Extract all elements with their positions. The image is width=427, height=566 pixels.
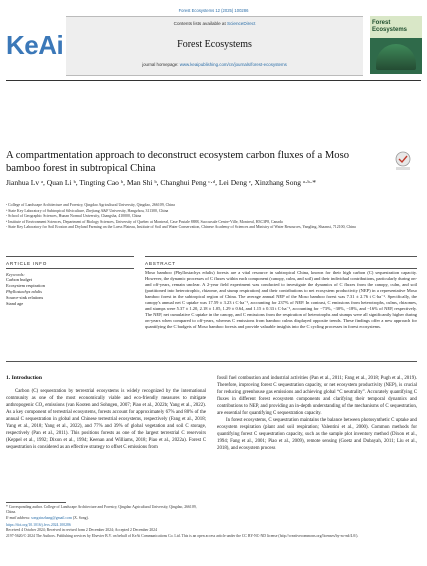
masthead — [6, 16, 421, 74]
email-label: E-mail address: — [6, 515, 32, 520]
email-line — [6, 516, 206, 521]
abstract-end-rule — [6, 361, 417, 362]
corresponding-author-note: * Corresponding author. College of Landscape Architecture and Forestry, Qingdao Agricultural University, Qingdao, 266109, China. — [6, 505, 197, 515]
footnote-rule — [6, 502, 66, 503]
affiliation-e: ᵉ State Key Laboratory for Soil Erosion and Dryland Farming on the Loess Plateau, Institute of Soil and Water Conservation, Chinese Academy of Sciences and Ministry of Water Resources, Yangling, Shaanxi, 712100, China — [6, 225, 356, 230]
intro-paragraph: fossil fuel combustion and industrial activities (Pan et al., 2011; Fang et al., 2018; Pugh et al., 2019). Therefore, improving forest C sequestration capacity, or net ecosystem productivity (NEP), is crucial for reducing greenhouse gas emissions and achieving global “C neutrality”. Accurately quantifying C fluxes in different forest ecosystem components and clarifying their temporal dynamics and contributions to NEP, and providing an in-depth understanding of the mechanisms of C sequestration, are essential for quantifying C sequestration capacity. — [217, 376, 417, 417]
check-updates-badge[interactable] — [392, 150, 414, 172]
abstract-subrule — [145, 268, 417, 269]
abstract-heading: ABSTRACT — [145, 261, 176, 266]
affiliation-d: ᵈ Institute of Environment Sciences, Department of Biology Sciences, University of Quebec at Montreal, Case Postale 8888, Succursale Centre-Ville, Montreal, H3C3P8, Canada — [6, 219, 283, 224]
abstract-text: Moso bamboo (Phyllostachys edulis) forests are a vital resource in subtropical China, known for their high carbon (C) sequestration capacity. However, the dynamic processes of C fluxes within each component (canopy, culm, and soil) and their individual contributions, particularly during on- and off-years, remain unclear. A 2-year field experiment was conducted to investigate the dynamics of C fluxes from the canopy, culm, and soil (partitioned into heterotrophic, rhizome, and stump respiration) and their contributions to net ecosystem productivity (NEP) in a representative Moso bamboo forest in the subtropical region of China. The average annual NEP of the Moso bamboo forest was 7.31 ± 2.76 t C·ha⁻¹. Specifically, the canopy's annual net C uptake was 17.59 ± 3.23 t C·ha⁻¹, accounting for 237% of NEP. In contrast, C emissions from heterotrophs, culms, rhizomes, and stumps were 5.37 ± 1.20, 2.18 ± 1.05, 1.29 ± 0.64, and 1.15 ± 0.33 t C·ha⁻¹, accounting for −73%, −30%, −18%, and −16% of NEP, respectively. The NEP, net cumulative C uptake in the canopy, and C emissions from the respiration of heterotrophs and stumps were all significantly higher during on-years when compared to off-years, whereas C emissions from bamboo culms displayed opposite trends. These findings offer a new approach for quantifying the C budgets of Moso bamboo forests and provide valuable insights into the C cycling processes in forest ecosystems. — [145, 270, 417, 330]
intro-paragraph: In forest ecosystems, C sequestration maintains the balance between photosynthetic C uptake and ecosystem respiration (plant and soil respiration; Valentini et al., 2000). Common methods for quantifying forest C sequestration capacity, such as the sample plot inventory method (Dixon et al., 1994; Fang et al., 2001; Piao et al., 2009), remote sensing (Goetz and Dubayah, 2011; Liu et al., 2018), and ecosystem process — [217, 418, 417, 452]
article-info-subrule — [6, 268, 134, 269]
cover-tree-image — [376, 44, 416, 70]
received-dates: Received 4 October 2024; Received in revised form 2 December 2024; Accepted 2 December 2024 — [6, 528, 157, 533]
footnotes — [6, 505, 206, 521]
license-text: 2197-5620/© 2024 The Authors. Publishing services by Elsevier B.V. on behalf of KeAi Communications Co. Ltd. This is an open access article under the CC BY-NC-ND license (http://creativecommons.org/licenses/by-nc-nd/4.0/). — [6, 533, 359, 538]
affiliation-b: ᵇ State Key Laboratory of Subtropical Silviculture, Zhejiang A&F University, Hangzhou, 311300, China — [6, 208, 169, 213]
affiliation-a: ᵃ College of Landscape Architecture and Forestry, Qingdao Agricultural University, Qingdao, 266109, China — [6, 203, 175, 207]
intro-left-column — [6, 375, 206, 451]
keyword-item: Carbon budget — [6, 277, 32, 282]
abstract-rule — [145, 256, 417, 257]
journal-reference[interactable]: Forest Ecosystems 12 (2025) 100286 — [178, 8, 249, 13]
intro-paragraph: Carbon (C) sequestration by terrestrial ecosystems is widely recognized by the international community as one of the most economically viable and eco-friendly measures to mitigate anthropogenic CO₂ emissions (van Kooten and Sohngen, 2007; Piao et al., 2022b; Yang et al., 2022). As a key component of terrestrial ecosystems, forests account for approximately 67% and 80% of the annual C sequestration in global and Chinese terrestrial ecosystems, respectively (Fang et al., 2018; Yang et al., 2018; Yang et al., 2022), and 77% and 39% of global vegetation and soil C storage, respectively (Pan et al., 2011). This positions forests as one of the largest terrestrial C reservoirs (Keppel et al., 1992; Dixon et al., 1994; Keenan and Williams, 2018; Piao et al., 2022a). Forest C sequestration is considered as an effective strategy to offset C emissions from — [6, 389, 206, 451]
keyword-item: Stand age — [6, 301, 24, 306]
keyword-item: Ecosystem respiration — [6, 283, 45, 288]
cover-title: Forest Ecosystems — [372, 20, 408, 33]
keyword-item: Source-sink relations — [6, 295, 44, 300]
email-suffix: (X. Song). — [71, 515, 89, 520]
contents-line — [66, 21, 363, 26]
sciencedirect-link[interactable]: ScienceDirect — [227, 21, 256, 26]
keyword-item: Phyllostachys edulis — [6, 289, 42, 294]
homepage-prefix: journal homepage: — [142, 62, 180, 67]
keywords-label: Keywords: — [6, 272, 25, 277]
publisher-logo[interactable]: KeAi — [6, 30, 64, 60]
keywords-block — [6, 272, 134, 307]
article-metadata — [6, 523, 416, 539]
article-info-heading: ARTICLE INFO — [6, 261, 48, 266]
author-list: Jianhua Lv ᵃ, Quan Li ᵇ, Tingting Cao ᵇ, Man Shi ᵇ, Changhui Peng ᶜ·ᵈ, Lei Deng ᵉ, Xinzhang Song ᵃ·ᵇ·* — [6, 178, 316, 187]
article-title: A compartmentation approach to deconstruct ecosystem carbon fluxes of a Moso bamboo forest in subtropical China — [6, 150, 350, 174]
journal-cover-thumbnail[interactable] — [370, 16, 422, 74]
affiliation-c: ᶜ School of Geographic Sciences, Hunan Normal University, Changsha, 410000, China — [6, 214, 142, 219]
check-updates-icon — [392, 150, 414, 172]
header-rule — [6, 80, 421, 81]
masthead-box — [66, 16, 363, 76]
doi-link[interactable]: https://doi.org/10.1016/j.fecs.2024.100286 — [6, 523, 71, 527]
journal-homepage-link[interactable]: www.keaipublishing.com/cn/journals/forest-ecosystems — [179, 62, 287, 67]
affiliations — [6, 203, 416, 231]
homepage-line — [66, 62, 363, 67]
contents-prefix: Contents lists available at — [173, 21, 228, 26]
email-link[interactable]: songxinzhang@gmail.com — [31, 515, 72, 520]
intro-heading: 1. Introduction — [6, 375, 42, 381]
intro-right-column — [217, 375, 417, 453]
journal-title: Forest Ecosystems — [177, 39, 252, 50]
article-info-rule — [6, 256, 134, 257]
